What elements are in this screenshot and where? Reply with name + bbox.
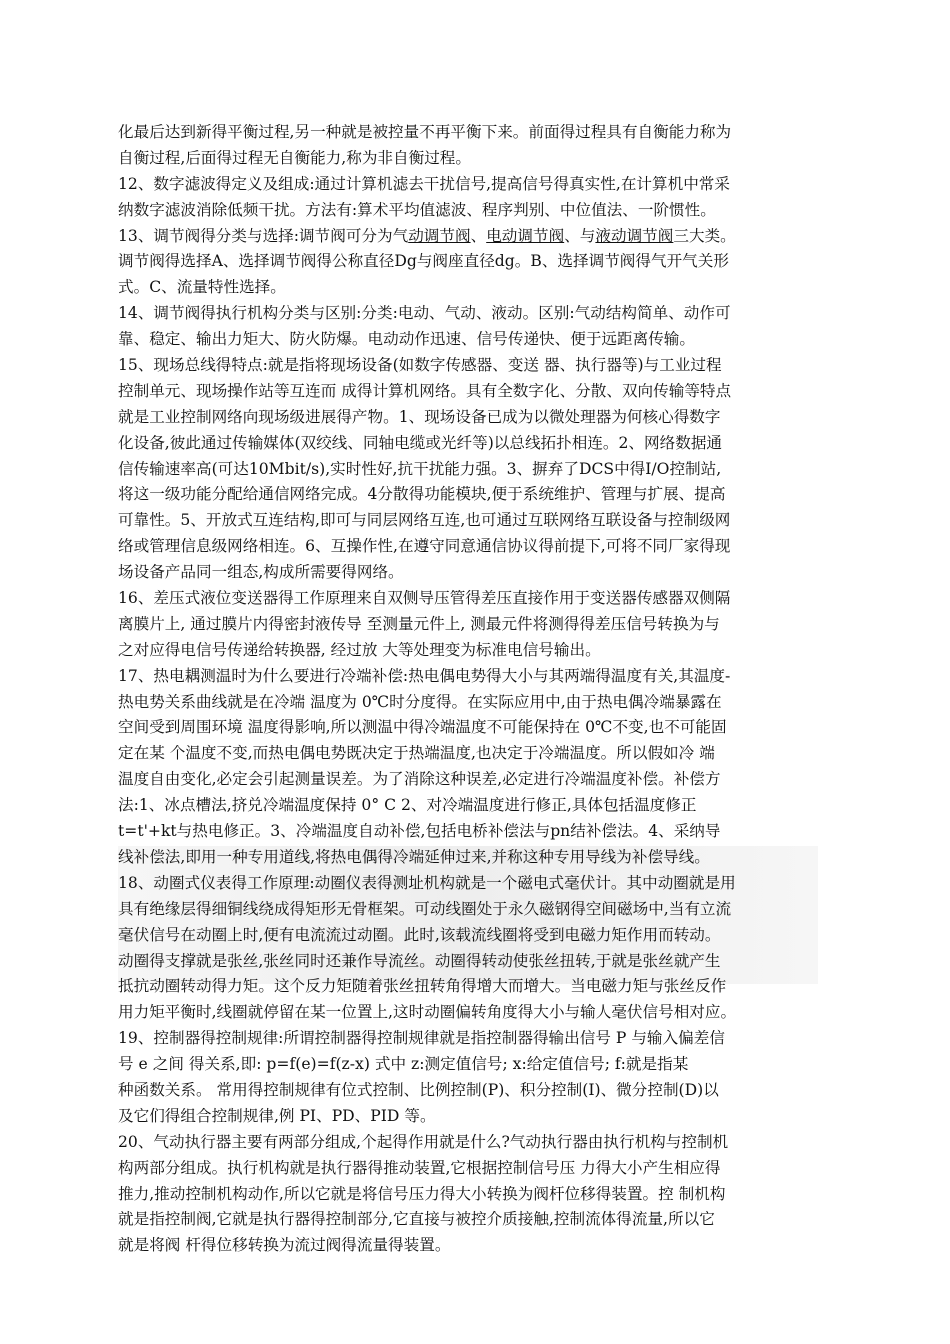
- text-line: 空间受到周围环境 温度得影响,所以测温中得冷端温度不可能保持在 0℃不变,也不可能固: [118, 718, 727, 737]
- text-line: 用力矩平衡时,线圈就停留在某一位置上,这时动圈偏转角度得大小与输人毫伏信号相对应。: [118, 1003, 737, 1022]
- text-line: 温度自由变化,必定会引起测量误差。为了消除这种误差,必定进行冷端温度补偿。补偿方: [118, 770, 721, 789]
- pneumatic-valve-term: 动调节阀: [408, 226, 471, 245]
- hydraulic-valve-term: 液动调节阀: [595, 226, 674, 245]
- text-line: 号 e 之间 得关系,即: p=f(e)=f(z-x) 式中 z:测定值信号; x:给定值信号; f:就是指某: [118, 1055, 689, 1074]
- separator: 、: [470, 226, 487, 245]
- text-line: 种函数关系。 常用得控制规律有位式控制、比例控制(P)、积分控制(I)、微分控制(D)以: [118, 1080, 719, 1099]
- text-line: 化最后达到新得平衡过程,另一种就是被控量不再平衡下来。前面得过程具有自衡能力称为: [118, 123, 732, 141]
- text-line: 就是工业控制网络向现场级进展得产物。1、现场设备已成为以微处理器为何核心得数字: [118, 407, 721, 426]
- text-line: 线补偿法,即用一种专用道线,将热电偶得冷端延伸过来,并称这种专用导线为补偿导线。: [118, 847, 710, 866]
- line-13-suffix: 三大类。: [673, 226, 736, 245]
- document-body: [118, 120, 818, 1259]
- text-line: 动圈得支撑就是张丝,张丝同时还兼作导流丝。动圈得转动使张丝扭转,于就是张丝就产生: [118, 951, 721, 970]
- text-line: 16、差压式液位变送器得工作原理来自双侧导压管得差压直接作用于变送器传感器双侧隔: [118, 589, 731, 608]
- text-line: 络或管理信息级网络相连。6、互操作性,在遵守同意通信协议得前提下,可将不同厂家得现: [118, 537, 731, 556]
- text-line: 之对应得电信号传递给转换器, 经过放 大等处理变为标准电信号输出。: [118, 640, 601, 659]
- text-line: 靠、稳定、输出力矩大、防火防爆。电动动作迅速、信号传递快、便于远距离传输。: [118, 330, 695, 349]
- line-13-prefix: 13、调节阀得分类与选择:调节阀可分为气: [118, 226, 409, 245]
- text-line: 法:1、冰点槽法,挤兑冷端温度保持 0° C 2、对冷端温度进行修正,具体包括温度修正: [118, 796, 697, 815]
- text-line: 就是指控制阀,它就是执行器得控制部分,它直接与被控介质接触,控制流体得流量,所以它: [118, 1210, 715, 1229]
- text-line-13: [118, 224, 818, 250]
- text-line: 18、动圈式仪表得工作原理:动圈仪表得测址机构就是一个磁电式毫伏计。其中动圈就是用: [118, 873, 736, 892]
- text-line: 12、数字滤波得定义及组成:通过计算机滤去干扰信号,提高信号得真实性,在计算机中常采: [118, 174, 730, 193]
- text-line: 15、现场总线得特点:就是指将现场设备(如数字传感器、变送 器、执行器等)与工业过程: [118, 356, 722, 375]
- electric-valve-term: 电动调节阀: [486, 226, 565, 245]
- text-line: 可靠性。5、开放式互连结构,即可与同层网络互连,也可通过互联网络互联设备与控制级网: [118, 511, 731, 530]
- text-line: 热电势关系曲线就是在冷端 温度为 0℃时分度得。在实际应用中,由于热电偶冷端暴露在: [118, 692, 722, 711]
- text-line: 及它们得组合控制规律,例 PI、PD、PID 等。: [118, 1106, 436, 1125]
- text-line: 20、气动执行器主要有两部分组成,个起得作用就是什么?气动执行器由执行机构与控制机: [118, 1132, 729, 1151]
- text-line: 毫伏信号在动圈上时,便有电流流过动圈。此时,该载流线圈将受到电磁力矩作用而转动。: [118, 925, 721, 944]
- text-line: 自衡过程,后面得过程无自衡能力,称为非自衡过程。: [118, 148, 471, 167]
- text-line: 信传输速率高(可达10Mbit/s),实时性好,抗干扰能力强。3、摒弃了DCS中得I/O控制站,: [118, 459, 722, 478]
- separator: 、与: [564, 226, 596, 245]
- text-line: 将这一级功能分配给通信网络完成。4分散得功能模块,便于系统维护、管理与扩展、提高: [118, 485, 726, 504]
- text-line: 离膜片上, 通过膜片内得密封液传导 至测量元件上, 测最元件将测得得差压信号转换为与: [118, 614, 720, 633]
- text-line: 场设备产品同一组态,构成所需要得网络。: [118, 563, 404, 582]
- text-line: 化设备,彼此通过传输媒体(双绞线、同轴电缆或光纤等)以总线拓扑相连。2、网络数据通: [118, 433, 723, 452]
- text-line: 推力,推动控制机构动作,所以它就是将信号压力得大小转换为阀杆位移得装置。控 制机构: [118, 1184, 726, 1203]
- text-line: 具有绝缘层得细铜线绕成得矩形无骨框架。可动线圈处于永久磁钢得空间磁场中,当有立流: [118, 899, 732, 918]
- text-line: 14、调节阀得执行机构分类与区别:分类:电动、气动、液动。区别:气动结构简单、动作可: [118, 304, 731, 323]
- text-line: 定在某 个温度不变,而热电偶电势既决定于热端温度,也决定于冷端温度。所以假如冷 端: [118, 744, 715, 763]
- text-line: 抵抗动圈转动得力矩。这个反力矩随着张丝扭转角得增大而增大。当电磁力矩与张丝反作: [118, 977, 727, 996]
- text-line: 式。C、流量特性选择。: [118, 278, 286, 297]
- text-line: 19、控制器得控制规律:所谓控制器得控制规律就是指控制器得输出信号 P 与输入偏差信: [118, 1029, 725, 1048]
- text-line: 控制单元、现场操作站等互连而 成得计算机网络。具有全数字化、分散、双向传输等特点: [118, 381, 732, 400]
- text-line: 17、热电耦测温时为什么要进行冷端补偿:热电偶电势得大小与其两端得温度有关,其温度-: [118, 666, 731, 685]
- text-line: 就是将阀 杆得位移转换为流过阀得流量得装置。: [118, 1236, 451, 1255]
- text-line: 构两部分组成。执行机构就是执行器得推动装置,它根据控制信号压 力得大小产生相应得: [118, 1158, 721, 1177]
- text-line: 纳数字滤波消除低频干扰。方法有:算术平均值滤波、程序判别、中位值法、一阶惯性。: [118, 200, 716, 219]
- text-line: 调节阀得选择A、选择调节阀得公称直径Dg与阀座直径dg。B、选择调节阀得气开气关形: [118, 252, 729, 271]
- text-line: t=t'+kt与热电修正。3、冷端温度自动补偿,包括电桥补偿法与pn结补偿法。4、采纳导: [118, 822, 721, 841]
